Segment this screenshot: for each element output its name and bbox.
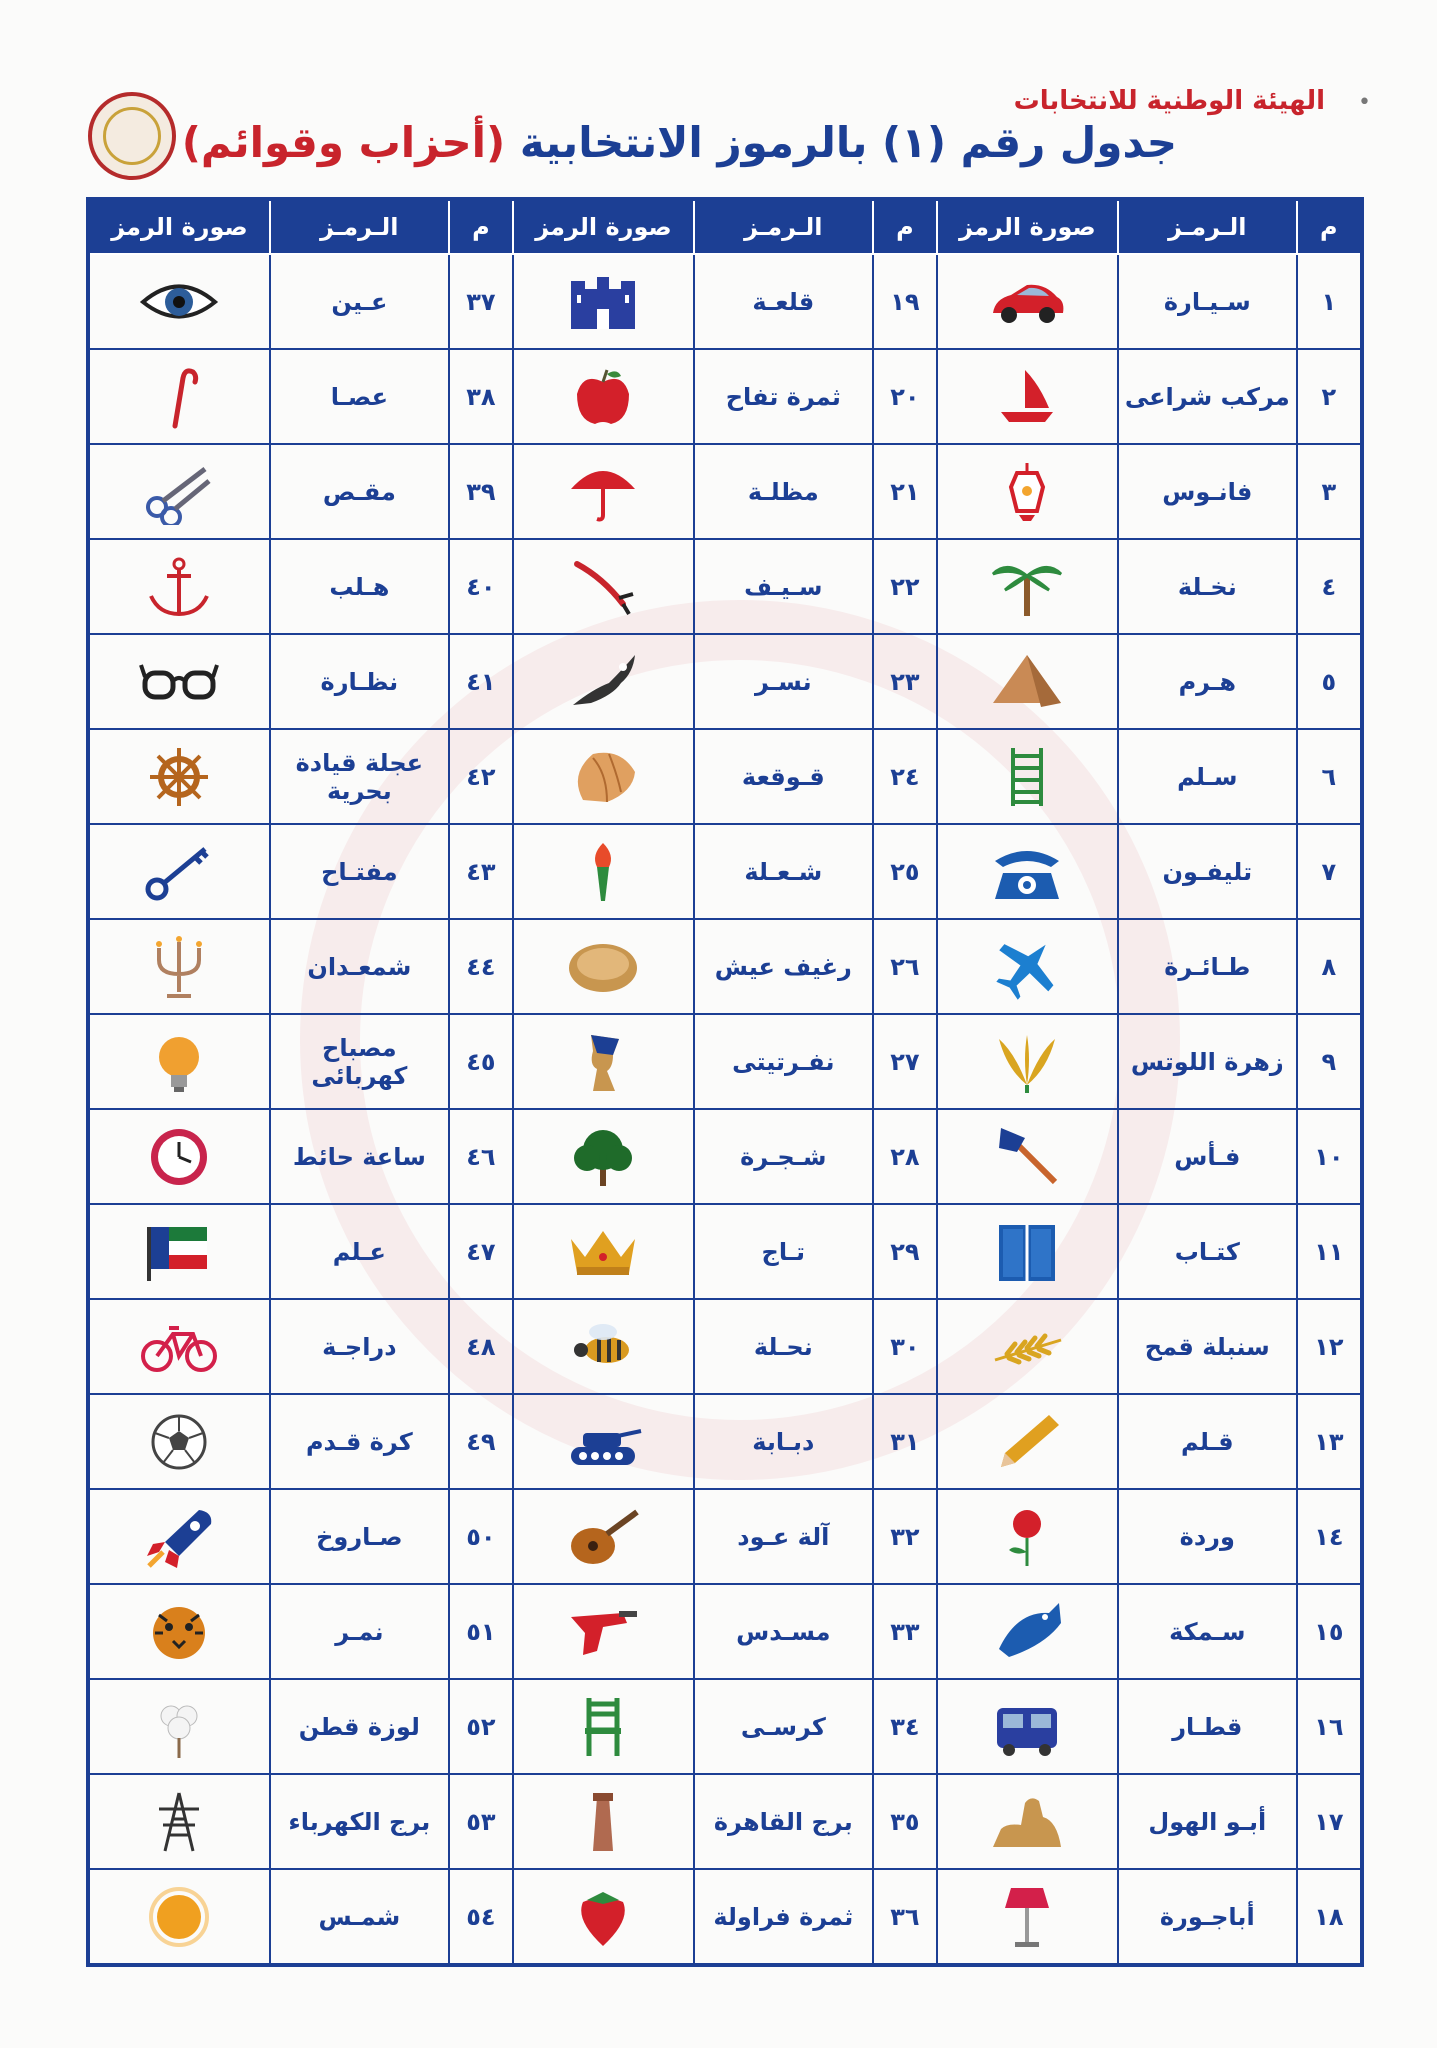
table-row [88, 1394, 1362, 1489]
symbol-name: مصباح كهربائى [270, 1014, 449, 1109]
cotton-icon [139, 1694, 219, 1760]
symbol-image [88, 1489, 270, 1584]
symbol-name: لوزة قطن [270, 1679, 449, 1774]
symbol-number: ٨ [1297, 919, 1362, 1014]
symbol-image [88, 634, 270, 729]
bullet-dot: • [1358, 90, 1371, 115]
symbol-image [937, 1584, 1118, 1679]
symbol-image [88, 1299, 270, 1394]
table-row [88, 349, 1362, 444]
lantern-icon [987, 459, 1067, 525]
scissors-icon [139, 459, 219, 525]
symbol-image [513, 634, 694, 729]
symbol-name: وردة [1118, 1489, 1297, 1584]
symbol-number: ٤٧ [449, 1204, 513, 1299]
symbol-number: ٣٤ [873, 1679, 937, 1774]
symbol-image [513, 539, 694, 634]
election-commission-logo [88, 92, 176, 180]
symbol-image [513, 1204, 694, 1299]
symbol-image [88, 824, 270, 919]
symbol-number: ٢٤ [873, 729, 937, 824]
cane-icon [139, 364, 219, 430]
symbol-number: ٤٢ [449, 729, 513, 824]
symbol-name: مفتـاح [270, 824, 449, 919]
page-header [0, 0, 1437, 195]
symbol-name: ثمرة فراولة [694, 1869, 873, 1965]
symbol-image [513, 1299, 694, 1394]
train-icon [987, 1694, 1067, 1760]
symbol-name: عجلة قيادة بحرية [270, 729, 449, 824]
table-row [88, 1774, 1362, 1869]
table-row [88, 729, 1362, 824]
symbol-number: ٣٧ [449, 254, 513, 349]
symbol-name: عصـا [270, 349, 449, 444]
symbol-image [937, 349, 1118, 444]
symbol-image [937, 1489, 1118, 1584]
symbol-name: مقـص [270, 444, 449, 539]
nefertiti-icon [563, 1029, 643, 1095]
symbol-number: ٢٧ [873, 1014, 937, 1109]
symbol-number: ١٦ [1297, 1679, 1362, 1774]
symbol-number: ٣١ [873, 1394, 937, 1489]
symbol-image [88, 1869, 270, 1965]
rose-icon [987, 1504, 1067, 1570]
table-row [88, 1679, 1362, 1774]
symbol-number: ٥٠ [449, 1489, 513, 1584]
table-row [88, 1299, 1362, 1394]
table-row [88, 1869, 1362, 1965]
symbol-number: ٥١ [449, 1584, 513, 1679]
symbol-image [513, 1774, 694, 1869]
tank-icon [563, 1409, 643, 1475]
symbol-image [513, 1489, 694, 1584]
symbol-image [513, 1584, 694, 1679]
header-num: م [1297, 199, 1362, 254]
wheat-icon [987, 1314, 1067, 1380]
symbol-number: ١٥ [1297, 1584, 1362, 1679]
symbol-name: شـجـرة [694, 1109, 873, 1204]
symbol-image [88, 919, 270, 1014]
eagle-icon [563, 649, 643, 715]
symbol-number: ٥٢ [449, 1679, 513, 1774]
symbol-number: ٥٤ [449, 1869, 513, 1965]
symbol-image [88, 1109, 270, 1204]
symbol-number: ٢١ [873, 444, 937, 539]
symbol-image [88, 349, 270, 444]
symbol-number: ٢٣ [873, 634, 937, 729]
pyramid-icon [987, 649, 1067, 715]
ladder-icon [987, 744, 1067, 810]
tiger-icon [139, 1599, 219, 1665]
table-row [88, 1014, 1362, 1109]
symbol-name: نسـر [694, 634, 873, 729]
symbol-image [513, 254, 694, 349]
symbol-name: برج القاهرة [694, 1774, 873, 1869]
table-row [88, 634, 1362, 729]
symbol-image [937, 1014, 1118, 1109]
symbol-name: سـيـف [694, 539, 873, 634]
header-image: صورة الرمز [937, 199, 1118, 254]
torch-icon [563, 839, 643, 905]
symbol-name: تـاج [694, 1204, 873, 1299]
symbol-number: ٣٦ [873, 1869, 937, 1965]
symbol-name: قطـار [1118, 1679, 1297, 1774]
table-row [88, 254, 1362, 349]
cairo-tower-icon [563, 1789, 643, 1855]
symbol-image [937, 634, 1118, 729]
symbol-number: ٣٢ [873, 1489, 937, 1584]
symbol-name: نمـر [270, 1584, 449, 1679]
symbol-number: ٤٠ [449, 539, 513, 634]
header-image: صورة الرمز [513, 199, 694, 254]
symbol-name: نخـلة [1118, 539, 1297, 634]
symbols-table [86, 197, 1364, 1967]
symbol-image [513, 1109, 694, 1204]
symbol-image [937, 1109, 1118, 1204]
symbol-name: قـوقعة [694, 729, 873, 824]
table-row [88, 1584, 1362, 1679]
symbol-number: ٣٠ [873, 1299, 937, 1394]
symbol-image [88, 539, 270, 634]
symbol-number: ٤٨ [449, 1299, 513, 1394]
fish-icon [987, 1599, 1067, 1665]
seashell-icon [563, 744, 643, 810]
symbol-number: ١٩ [873, 254, 937, 349]
castle-icon [563, 269, 643, 335]
flag-icon [139, 1219, 219, 1285]
organization-name: الهيئة الوطنية للانتخابات [1013, 86, 1325, 116]
symbol-number: ٢٢ [873, 539, 937, 634]
symbol-number: ٤١ [449, 634, 513, 729]
table-row [88, 1489, 1362, 1584]
symbol-number: ٧ [1297, 824, 1362, 919]
symbol-name: رغيف عيش [694, 919, 873, 1014]
symbol-name: نفـرتيتى [694, 1014, 873, 1109]
symbol-name: قلعـة [694, 254, 873, 349]
telephone-icon [987, 839, 1067, 905]
revolver-icon [563, 1599, 643, 1665]
rocket-icon [139, 1504, 219, 1570]
symbol-name: كتـاب [1118, 1204, 1297, 1299]
symbol-number: ٣٩ [449, 444, 513, 539]
symbol-image [937, 1774, 1118, 1869]
symbol-image [937, 1204, 1118, 1299]
symbol-image [937, 1299, 1118, 1394]
table-row [88, 539, 1362, 634]
symbol-name: أبـو الهول [1118, 1774, 1297, 1869]
symbol-image [513, 919, 694, 1014]
crown-icon [563, 1219, 643, 1285]
symbol-name: صـاروخ [270, 1489, 449, 1584]
symbol-number: ٣٥ [873, 1774, 937, 1869]
header-name: الـرمـز [270, 199, 449, 254]
lamp-icon [987, 1884, 1067, 1950]
symbol-image [513, 824, 694, 919]
symbol-number: ٣٨ [449, 349, 513, 444]
power-tower-icon [139, 1789, 219, 1855]
bee-icon [563, 1314, 643, 1380]
symbol-image [937, 1869, 1118, 1965]
symbol-number: ٤٣ [449, 824, 513, 919]
table-row [88, 824, 1362, 919]
header-name: الـرمـز [1118, 199, 1297, 254]
symbol-image [88, 1774, 270, 1869]
table-row [88, 444, 1362, 539]
symbol-image [88, 1014, 270, 1109]
symbol-name: شمعـدان [270, 919, 449, 1014]
symbol-name: هـلب [270, 539, 449, 634]
symbol-name: ساعة حائط [270, 1109, 449, 1204]
header-num: م [873, 199, 937, 254]
symbol-image [937, 729, 1118, 824]
table-row [88, 919, 1362, 1014]
symbol-name: تليفـون [1118, 824, 1297, 919]
sun-icon [139, 1884, 219, 1950]
symbol-number: ١ [1297, 254, 1362, 349]
symbol-name: هـرم [1118, 634, 1297, 729]
anchor-icon [139, 554, 219, 620]
header-image: صورة الرمز [88, 199, 270, 254]
sailboat-icon [987, 364, 1067, 430]
symbol-image [937, 824, 1118, 919]
symbol-number: ٤ [1297, 539, 1362, 634]
symbol-name: عـلم [270, 1204, 449, 1299]
symbol-number: ١٢ [1297, 1299, 1362, 1394]
symbol-number: ٢ [1297, 349, 1362, 444]
lotus-icon [987, 1029, 1067, 1095]
pencil-icon [987, 1409, 1067, 1475]
symbol-number: ٣ [1297, 444, 1362, 539]
symbol-number: ٢٦ [873, 919, 937, 1014]
symbol-number: ٢٨ [873, 1109, 937, 1204]
symbol-image [513, 444, 694, 539]
symbol-image [513, 1014, 694, 1109]
wall-clock-icon [139, 1124, 219, 1190]
key-icon [139, 839, 219, 905]
symbol-name: سـمكة [1118, 1584, 1297, 1679]
symbol-image [937, 1679, 1118, 1774]
page-title [182, 118, 1177, 167]
symbol-number: ١١ [1297, 1204, 1362, 1299]
header-name: الـرمـز [694, 199, 873, 254]
symbol-name: ثمرة تفاح [694, 349, 873, 444]
symbol-name: كرسـى [694, 1679, 873, 1774]
bicycle-icon [139, 1314, 219, 1380]
soccer-ball-icon [139, 1409, 219, 1475]
symbol-name: سـيـارة [1118, 254, 1297, 349]
car-icon [987, 269, 1067, 335]
symbol-image [513, 1869, 694, 1965]
light-bulb-icon [139, 1029, 219, 1095]
symbol-image [88, 729, 270, 824]
symbol-name: نظـارة [270, 634, 449, 729]
symbol-number: ١٤ [1297, 1489, 1362, 1584]
sphinx-icon [987, 1789, 1067, 1855]
symbol-image [937, 919, 1118, 1014]
symbol-image [88, 444, 270, 539]
apple-icon [563, 364, 643, 430]
symbol-name: فانـوس [1118, 444, 1297, 539]
symbol-number: ٩ [1297, 1014, 1362, 1109]
table-header-row [88, 199, 1362, 254]
chair-icon [563, 1694, 643, 1760]
symbol-name: مظلـة [694, 444, 873, 539]
symbol-image [88, 1679, 270, 1774]
symbol-number: ٤٤ [449, 919, 513, 1014]
symbol-number: ١٣ [1297, 1394, 1362, 1489]
symbol-image [88, 254, 270, 349]
title-main: جدول رقم (١) بالرموز الانتخابية [519, 118, 1177, 167]
bread-icon [563, 934, 643, 1000]
symbol-number: ٣٣ [873, 1584, 937, 1679]
header-num: م [449, 199, 513, 254]
symbol-number: ٤٦ [449, 1109, 513, 1204]
title-sub: (أحزاب وقوائم) [181, 118, 506, 167]
symbol-number: ٥ [1297, 634, 1362, 729]
symbol-number: ٤٥ [449, 1014, 513, 1109]
symbol-name: آلة عـود [694, 1489, 873, 1584]
symbol-number: ٥٣ [449, 1774, 513, 1869]
symbol-name: دبـابة [694, 1394, 873, 1489]
symbol-number: ٦ [1297, 729, 1362, 824]
strawberry-icon [563, 1884, 643, 1950]
symbol-name: سـلم [1118, 729, 1297, 824]
symbol-name: مركب شراعى [1118, 349, 1297, 444]
symbol-name: دراجـة [270, 1299, 449, 1394]
palm-tree-icon [987, 554, 1067, 620]
candelabra-icon [139, 934, 219, 1000]
symbol-name: نحـلة [694, 1299, 873, 1394]
symbol-name: عـين [270, 254, 449, 349]
symbol-name: سنبلة قمح [1118, 1299, 1297, 1394]
symbol-number: ٤٩ [449, 1394, 513, 1489]
symbol-number: ١٧ [1297, 1774, 1362, 1869]
book-icon [987, 1219, 1067, 1285]
tree-icon [563, 1124, 643, 1190]
symbol-name: برج الكهرباء [270, 1774, 449, 1869]
symbol-image [937, 254, 1118, 349]
symbol-image [937, 1394, 1118, 1489]
umbrella-icon [563, 459, 643, 525]
axe-icon [987, 1124, 1067, 1190]
symbol-number: ٢٩ [873, 1204, 937, 1299]
symbol-name: شمـس [270, 1869, 449, 1965]
symbol-name: طـائـرة [1118, 919, 1297, 1014]
symbol-image [937, 539, 1118, 634]
symbol-name: زهرة اللوتس [1118, 1014, 1297, 1109]
glasses-icon [139, 649, 219, 715]
eye-icon [139, 269, 219, 335]
symbol-name: شـعـلة [694, 824, 873, 919]
symbol-image [513, 1394, 694, 1489]
symbol-name: مسـدس [694, 1584, 873, 1679]
symbol-number: ١٠ [1297, 1109, 1362, 1204]
symbol-image [88, 1584, 270, 1679]
symbol-name: كرة قـدم [270, 1394, 449, 1489]
table-row [88, 1109, 1362, 1204]
symbol-number: ٢٥ [873, 824, 937, 919]
symbol-image [513, 349, 694, 444]
symbol-image [88, 1394, 270, 1489]
symbol-image [513, 729, 694, 824]
sword-icon [563, 554, 643, 620]
symbol-name: أباجـورة [1118, 1869, 1297, 1965]
symbol-number: ٢٠ [873, 349, 937, 444]
table-row [88, 1204, 1362, 1299]
oud-icon [563, 1504, 643, 1570]
ship-wheel-icon [139, 744, 219, 810]
airplane-icon [987, 934, 1067, 1000]
symbol-number: ١٨ [1297, 1869, 1362, 1965]
symbol-name: فـأس [1118, 1109, 1297, 1204]
symbol-image [88, 1204, 270, 1299]
symbol-image [513, 1679, 694, 1774]
symbol-name: قـلم [1118, 1394, 1297, 1489]
symbol-image [937, 444, 1118, 539]
